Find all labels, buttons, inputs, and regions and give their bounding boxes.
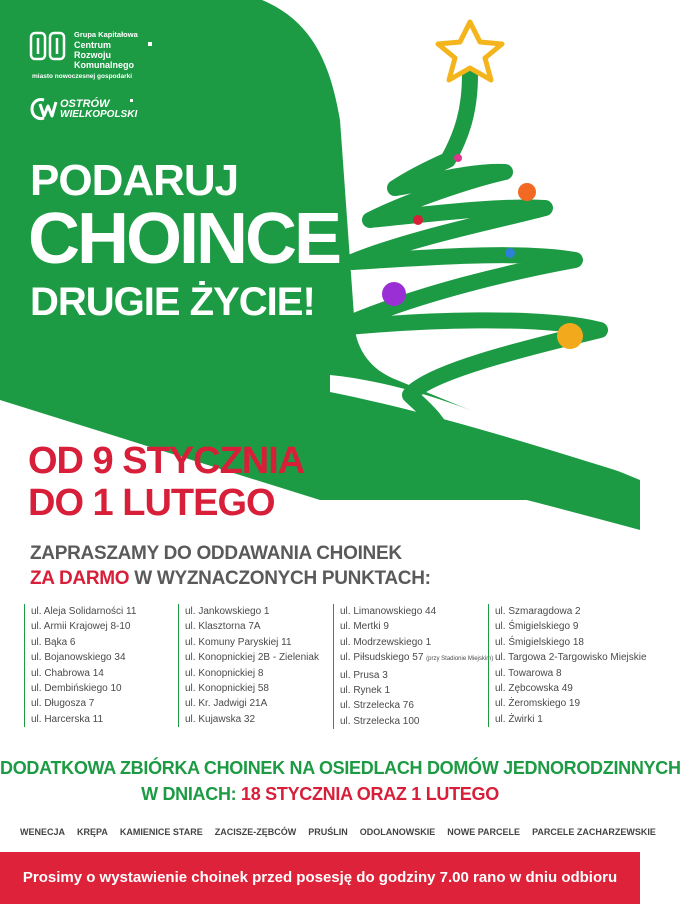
list-item: ul. Konopnickiej 58 bbox=[185, 683, 269, 695]
crk-line2: Centrum bbox=[74, 40, 112, 50]
extra-collection-line2 bbox=[0, 782, 640, 806]
extra-collection-line1: DODATKOWA ZBIÓRKA CHOINEK NA OSIEDLACH DOMÓW JEDNORODZINNYCH bbox=[0, 758, 681, 778]
list-item: ul. Chabrowa 14 bbox=[31, 667, 104, 679]
ornament-yellow bbox=[557, 323, 583, 349]
ostrow-square-icon bbox=[130, 99, 133, 102]
list-item: ul. Prusa 3 bbox=[340, 669, 388, 681]
district-label: WENECJA bbox=[20, 827, 66, 837]
list-item: ul. Kr. Jadwigi 21A bbox=[185, 698, 268, 710]
crk-logo-icon bbox=[30, 32, 66, 60]
list-item: ul. Limanowskiego 44 bbox=[340, 606, 437, 617]
crk-square-icon bbox=[148, 42, 152, 46]
locations-column-1 bbox=[24, 604, 136, 727]
list-item: ul. Jankowskiego 1 bbox=[185, 606, 270, 617]
list-item: ul. Rynek 1 bbox=[340, 685, 391, 697]
list-item: ul. Konopnickiej 2B - Zieleniak bbox=[185, 652, 319, 664]
list-item-note: (przy Stadionie Miejskim) bbox=[426, 656, 494, 663]
list-item: ul. Kujawska 32 bbox=[185, 713, 256, 725]
list-item: ul. Komuny Paryskiej 11 bbox=[185, 636, 292, 648]
ostrow-logo bbox=[30, 96, 140, 124]
footer-banner bbox=[0, 852, 640, 904]
list-item: ul. Konopnickiej 8 bbox=[185, 667, 264, 679]
ostrow-line1: OSTRÓW bbox=[60, 98, 110, 110]
ostrow-line2: WIELKOPOLSKI bbox=[60, 109, 138, 120]
crk-logo bbox=[30, 30, 160, 82]
list-item: ul. Żwirki 1 bbox=[495, 713, 543, 725]
district-label: PRUŚLIN bbox=[308, 827, 348, 837]
list-item: ul. Strzelecka 100 bbox=[340, 715, 420, 727]
list-item: ul. Mertki 9 bbox=[340, 621, 389, 633]
list-item: ul. Śmigielskiego 18 bbox=[495, 636, 584, 648]
districts-row bbox=[14, 822, 656, 842]
crk-line3: Rozwoju bbox=[74, 50, 111, 60]
district-label: PARCELE ZACHARZEWSKIE bbox=[532, 827, 656, 837]
ornament-orange bbox=[518, 183, 536, 201]
locations-column-4 bbox=[488, 604, 647, 727]
date-line1: OD 9 STYCZNIA bbox=[28, 440, 305, 482]
list-item: ul. Szmaragdowa 2 bbox=[495, 606, 581, 617]
district-label: ZACISZE-ZĘBCÓW bbox=[214, 827, 297, 837]
crk-line4: Komunalnego bbox=[74, 60, 134, 70]
district-label: KAMIENICE STARE bbox=[119, 827, 203, 837]
locations-column-3 bbox=[333, 604, 493, 729]
list-item: ul. Śmigielskiego 9 bbox=[495, 621, 579, 633]
list-item: ul. Targowa 2-Targowisko Miejskie bbox=[495, 652, 647, 664]
ornament-red bbox=[413, 215, 423, 225]
extra-dates: 18 STYCZNIA ORAZ 1 LUTEGO bbox=[241, 784, 499, 804]
list-item: ul. Długosza 7 bbox=[31, 698, 95, 710]
list-item: ul. Armii Krajowej 8-10 bbox=[31, 621, 131, 633]
locations-column-2 bbox=[178, 604, 319, 727]
crk-name bbox=[74, 40, 134, 70]
list-item-text: ul. Piłsudskiego 57 bbox=[340, 652, 424, 664]
list-item bbox=[340, 650, 493, 667]
headline-line1: PODARUJ bbox=[30, 156, 239, 205]
list-item: ul. Dembińskiego 10 bbox=[31, 683, 122, 695]
list-item: ul. Aleja Solidarności 11 bbox=[31, 606, 137, 617]
invite-rest: W WYZNACZONYCH PUNKTACH: bbox=[129, 568, 431, 589]
district-label: NOWE PARCELE bbox=[447, 827, 521, 837]
list-item: ul. Harcerska 11 bbox=[31, 713, 104, 725]
district-label: KRĘPA bbox=[77, 827, 108, 837]
list-item: ul. Bojanowskiego 34 bbox=[31, 652, 126, 664]
invite-line1: ZAPRASZAMY DO ODDAWANIA CHOINEK bbox=[30, 543, 402, 564]
footer-text: Prosimy o wystawienie choinek przed posesję do godziny 7.00 rano w dniu odbioru bbox=[22, 869, 618, 886]
list-item: ul. Klasztorna 7A bbox=[185, 621, 261, 633]
invite-line2 bbox=[30, 568, 431, 590]
list-item: ul. Modrzewskiego 1 bbox=[340, 636, 432, 648]
ornament-pink bbox=[454, 154, 462, 162]
headline-line3: DRUGIE ŻYCIE! bbox=[30, 280, 315, 324]
crk-tagline: miasto nowoczesnej gospodarki bbox=[32, 73, 133, 80]
ostrow-logo-icon bbox=[30, 96, 58, 122]
crk-line1: Grupa Kapitałowa bbox=[74, 30, 138, 39]
district-label: ODOLANOWSKIE bbox=[359, 827, 436, 837]
list-item: ul. Żeromskiego 19 bbox=[495, 698, 581, 710]
ornament-purple bbox=[382, 282, 406, 306]
ornament-blue bbox=[505, 248, 515, 258]
list-item: ul. Towarowa 8 bbox=[495, 667, 562, 679]
list-item: ul. Zębcowska 49 bbox=[495, 683, 573, 695]
headline-line2: CHOINCE bbox=[28, 199, 340, 279]
invite-free: ZA DARMO bbox=[30, 568, 130, 589]
extra-prefix: W DNIACH: bbox=[141, 784, 242, 804]
list-item: ul. Bąka 6 bbox=[31, 636, 76, 648]
date-line2: DO 1 LUTEGO bbox=[28, 482, 275, 524]
list-item: ul. Strzelecka 76 bbox=[340, 700, 414, 712]
